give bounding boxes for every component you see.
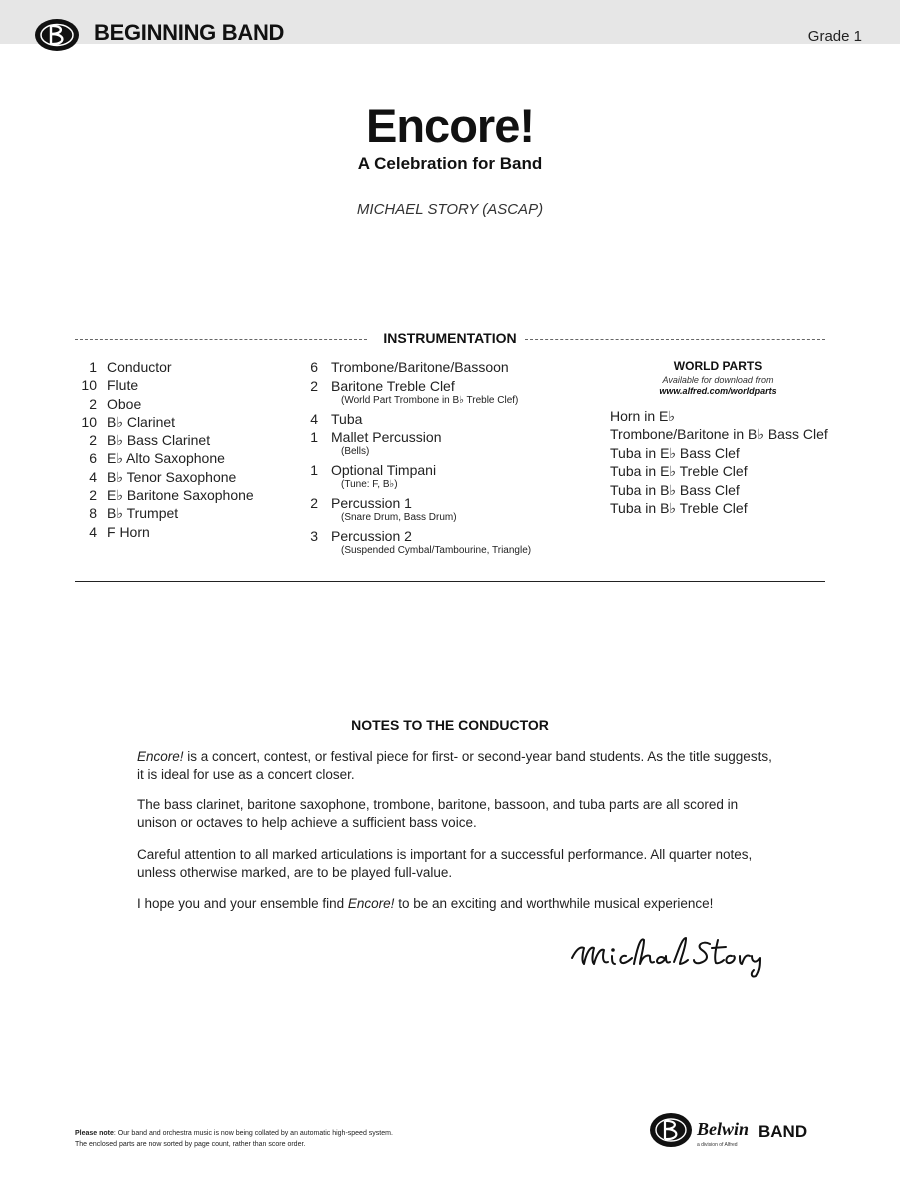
world-part-item: Tuba in B♭ Bass Clef <box>610 481 740 498</box>
world-part-item: Horn in E♭ <box>610 408 675 424</box>
instrumentation-column-2 <box>300 359 600 561</box>
instrument-row: 2 E♭ Baritone Saxophone <box>89 487 254 504</box>
instrument-row: 2 Baritone Treble Clef (World Part Trombone in B♭ Treble Clef) <box>300 378 600 411</box>
instrument-note: (Suspended Cymbal/Tambourine, Triangle) <box>341 545 532 556</box>
world-part-item: Trombone/Baritone in B♭ Bass Clef <box>610 426 828 443</box>
piece-title: Encore! <box>366 99 534 152</box>
world-part-item: Tuba in B♭ Treble Clef <box>610 499 748 516</box>
instrument-row: 1 Conductor <box>89 359 172 375</box>
instrument-note: (Snare Drum, Bass Drum) <box>341 512 457 523</box>
piece-title-ref: Encore! <box>347 896 395 911</box>
instrumentation-heading: INSTRUMENTATION <box>383 330 517 346</box>
instrument-row: 6 E♭ Alto Saxophone <box>89 450 225 467</box>
divider-right <box>525 339 825 340</box>
publisher-band-label: BAND <box>758 1122 808 1141</box>
publisher-division: a division of Alfred <box>697 1142 738 1148</box>
belwin-logo-icon <box>34 17 80 53</box>
instrument-row: 10 Flute <box>81 377 139 394</box>
instrument-note: (Bells) <box>341 446 370 457</box>
instrumentation-header <box>75 330 825 350</box>
belwin-logo-icon <box>649 1111 693 1149</box>
composer-signature <box>568 930 768 980</box>
instrument-row: 1 Mallet Percussion (Bells) <box>300 429 600 462</box>
piece-subtitle: A Celebration for Band <box>357 154 543 173</box>
instrument-row: 2 B♭ Bass Clarinet <box>89 432 211 449</box>
notes-paragraph-3: Careful attention to all marked articulations is important for a successful performance. All quarter notes, unless otherwise marked, are to be played full-value. <box>137 847 753 880</box>
instrument-row: 2 Percussion 1 (Snare Drum, Bass Drum) <box>300 495 600 528</box>
instrument-row: 4 B♭ Tenor Saxophone <box>89 468 237 485</box>
world-parts-list <box>610 408 830 518</box>
instrument-note: (Tune: F, B♭) <box>341 479 398 490</box>
world-parts-availability: Available for download from <box>662 375 774 385</box>
notes-paragraph-4: I hope you and your ensemble find Encore! to be an exciting and worthwhile musical experience! <box>137 896 714 911</box>
instrument-row: 4 F Horn <box>89 523 150 540</box>
instrument-row: 1 Optional Timpani (Tune: F, B♭) <box>300 462 600 495</box>
world-part-item: Tuba in E♭ Bass Clef <box>610 444 740 461</box>
instrument-row: 2 Oboe <box>89 395 142 412</box>
instrument-row: 8 B♭ Trumpet <box>89 505 179 522</box>
instrument-row: 10 B♭ Clarinet <box>81 413 176 430</box>
world-part-item: Tuba in E♭ Treble Clef <box>610 463 748 480</box>
notes-paragraph-1: Encore! is a concert, contest, or festival piece for first- or second-year band students. As the title suggests, it is ideal for use as a concert closer. <box>137 749 772 782</box>
instrument-row: 6 Trombone/Baritone/Bassoon <box>310 359 509 375</box>
instrument-note: (World Part Trombone in B♭ Treble Clef) <box>341 394 519 406</box>
world-parts-section <box>610 359 830 518</box>
world-parts-title: WORLD PARTS <box>673 359 763 373</box>
notes-paragraph-2: The bass clarinet, baritone saxophone, trombone, baritone, bassoon, and tuba parts are all scored in unison or octaves to help achieve a sufficient bass voice. <box>137 797 739 830</box>
publisher-name: Belwin <box>697 1119 750 1139</box>
grade-level: Grade 1 <box>807 28 862 45</box>
piece-title-ref: Encore! <box>137 749 184 764</box>
composer-credit: MICHAEL STORY (ASCAP) <box>356 201 544 218</box>
notes-heading: NOTES TO THE CONDUCTOR <box>351 717 549 733</box>
world-parts-link[interactable]: www.alfred.com/worldparts <box>659 386 777 396</box>
instrumentation-bottom-rule <box>75 581 825 582</box>
instrument-row: 4 Tuba <box>310 410 363 427</box>
instrument-row: 3 Percussion 2 (Suspended Cymbal/Tambourine, Triangle) <box>300 528 600 561</box>
collation-note: Please note: Our band and orchestra music is now being collated by an automatic high-speed system. The enclosed parts are now sorted by page count, rather than score order. <box>75 1130 393 1148</box>
instrumentation-column-1 <box>75 359 295 542</box>
series-name: BEGINNING BAND <box>94 20 285 45</box>
